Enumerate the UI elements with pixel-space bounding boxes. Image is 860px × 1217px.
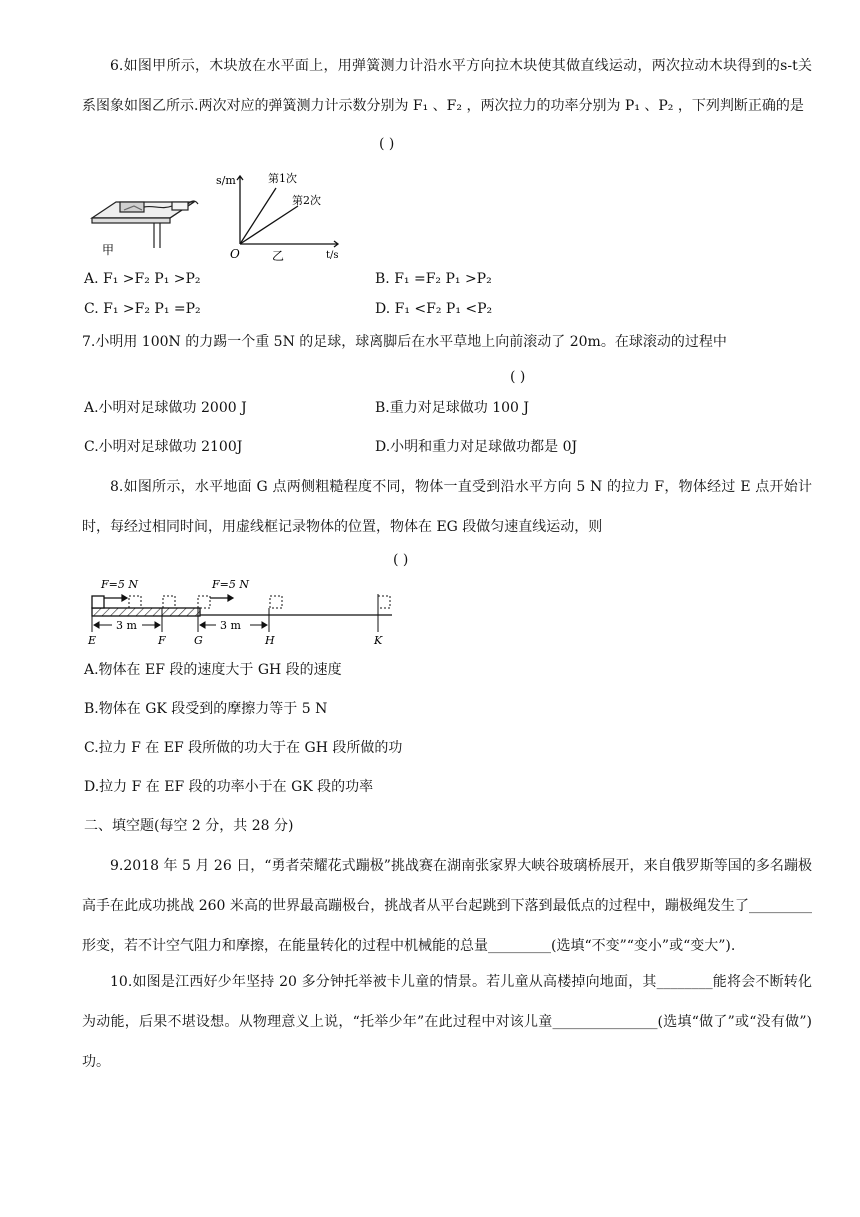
q7-option-d: D.小明和重力对足球做功都是 0J (375, 439, 578, 455)
ground (92, 608, 392, 616)
s-axis-label: s/m (216, 174, 236, 187)
origin-label: O (230, 247, 240, 261)
question-10: 10.如图是江西好少年坚持 20 多分钟托举被卡儿童的情景。若儿童从高楼掉向地面，其________能将会不断转化为动能，后果不堪设想。从物理意义上说，“托举少年”在此过程中对该儿童_______________(选填“做了”或“没有做”)功。 (82, 974, 812, 1070)
point-f: F (158, 634, 166, 646)
figure-yi-label: 乙 (272, 249, 285, 263)
line-first (240, 188, 276, 244)
question-7-stem: 7.小明用 100N 的力踢一个重 5N 的足球，球离脚后在水平草地上向前滚动了 20m。在球滚动的过程中 (82, 334, 727, 350)
figure-q8-motion (84, 574, 404, 646)
question-9: 9.2018 年 5 月 26 日，“勇者荣耀花式蹦极”挑战赛在湖南张家界大峡谷玻璃桥展开，来自俄罗斯等国的多名蹦极高手在此成功挑战 260 米高的世界最高蹦极台，挑战者从平台起跳到下落到最低点的过程中，蹦极绳发生了_________形变，若不计空气阻力和摩擦，在能量转化的过程中机械能的总量_________(选填“不变”“变小”或“变大”). (82, 858, 812, 954)
t-axis-label: t/s (326, 250, 339, 261)
force-label-2: F=5 N (212, 578, 249, 591)
block (92, 596, 104, 608)
distance-label-gh: 3 m (220, 619, 241, 632)
question-6-stem: 6.如图甲所示，木块放在水平面上，用弹簧测力计沿水平方向拉木块使其做直线运动，两次拉动木块得到的s-t关系图象如图乙所示.两次对应的弹簧测力计示数分别为 F₁ 、F₂ ，两次拉力的功率分别为 P₁ 、P₂ ，下列判断正确的是 (82, 58, 812, 114)
q8-option-a: A.物体在 EF 段的速度大于 GH 段的速度 (84, 662, 342, 678)
figure-jia (84, 180, 204, 260)
point-k: K (374, 634, 383, 646)
answer-bracket: ( ) (379, 136, 395, 152)
line-first-label: 第1次 (268, 172, 297, 185)
q7-option-c: C.小明对足球做功 2100J (84, 439, 243, 455)
q6-option-c: C. F₁ >F₂ P₁ =P₂ (84, 301, 201, 317)
section-heading: 二、填空题(每空 2 分，共 28 分) (84, 818, 294, 834)
q7-option-a: A.小明对足球做功 2000 J (84, 400, 247, 416)
q8-option-d: D.拉力 F 在 EF 段的功率小于在 GK 段的功率 (84, 779, 374, 795)
q6-option-b: B. F₁ =F₂ P₁ >P₂ (375, 271, 492, 287)
figure-jia-label: 甲 (102, 243, 115, 257)
line-second-label: 第2次 (292, 194, 321, 207)
rough-ground (92, 608, 200, 616)
dashed-positions (129, 596, 390, 608)
q7-option-b: B.重力对足球做功 100 J (375, 400, 529, 416)
point-e: E (88, 634, 97, 646)
point-h: H (265, 634, 275, 646)
answer-bracket: ( ) (393, 552, 409, 568)
q8-option-c: C.拉力 F 在 EF 段所做的功大于在 GH 段所做的功 (84, 740, 403, 756)
q8-option-b: B.物体在 GK 段受到的摩擦力等于 5 N (84, 701, 328, 717)
point-g: G (194, 634, 203, 646)
q6-option-a: A. F₁ >F₂ P₁ >P₂ (84, 271, 201, 287)
table-drawing (92, 201, 198, 248)
force-label-1: F=5 N (101, 578, 138, 591)
line-second (240, 206, 298, 244)
distance-label-ef: 3 m (116, 619, 137, 632)
question-8-stem: 8.如图所示，水平地面 G 点两侧粗糙程度不同，物体一直受到沿水平方向 5 N 的拉力 F，物体经过 E 点开始计时，每经过相同时间，用虚线框记录物体的位置，物体在 EG 段做匀速直线运动，则 (82, 479, 812, 535)
figure-yi-st-graph (210, 168, 350, 264)
q6-option-d: D. F₁ <F₂ P₁ <P₂ (375, 301, 493, 317)
answer-bracket: ( ) (510, 369, 526, 385)
